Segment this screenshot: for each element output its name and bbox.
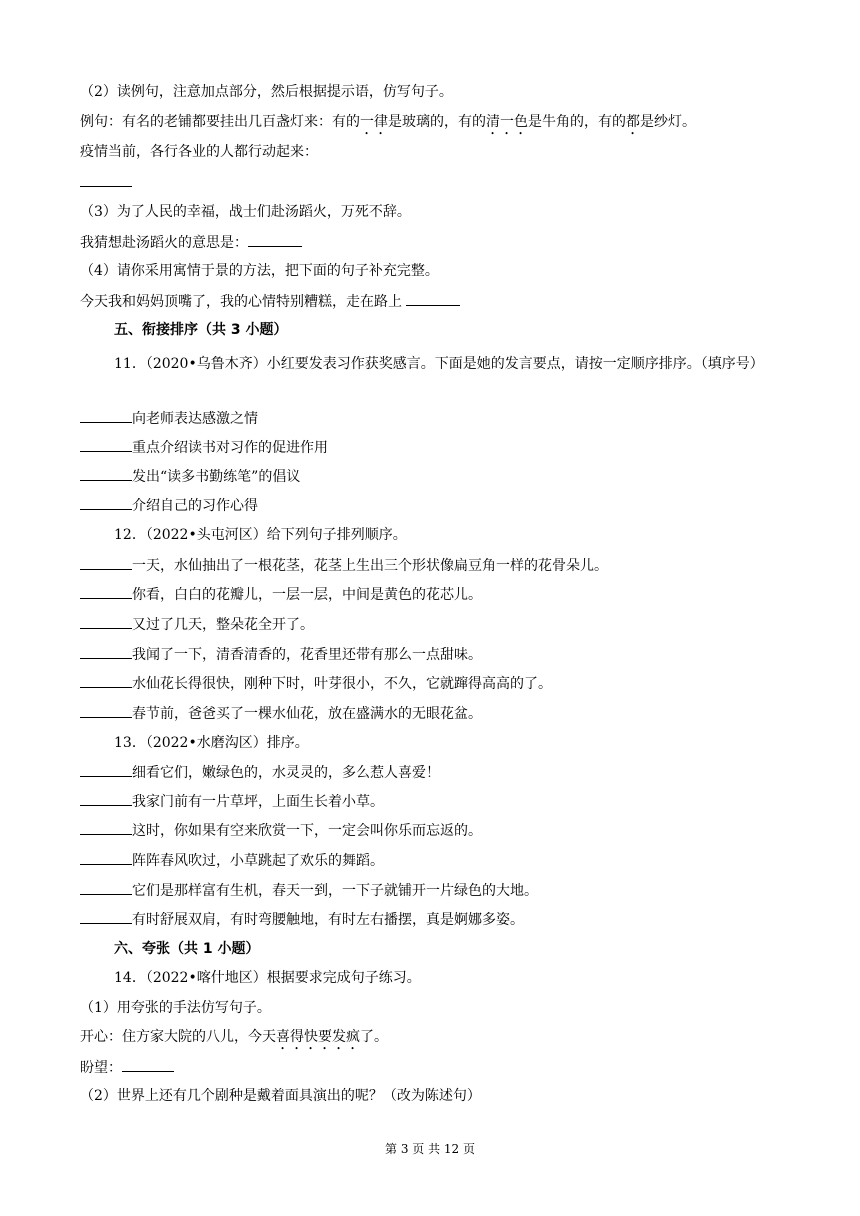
- list-item: [80, 703, 780, 724]
- q14-example-dotted: 喜得快要发疯: [276, 1029, 360, 1045]
- q4-title: （4）请你采用寓情于景的方法，把下面的句子补充完整。: [80, 263, 439, 279]
- list-item-text: 阵阵春风吹过，小草跳起了欢乐的舞蹈。: [132, 853, 384, 869]
- list-item: [80, 909, 780, 930]
- q14-sub1: （1）用夸张的手法仿写句子。: [80, 1000, 271, 1016]
- q2-example-text: 是纱灯。: [640, 114, 696, 130]
- list-item: [80, 555, 780, 576]
- answer-blank[interactable]: [80, 172, 132, 187]
- section-heading-5: 五、衔接排序（共 3 小题）: [114, 322, 288, 338]
- list-item-text: 有时舒展双肩，有时弯腰触地，有时左右播摆，真是婀娜多姿。: [132, 912, 524, 928]
- answer-blank[interactable]: [80, 408, 132, 423]
- q14-sub2: （2）世界上还有几个剧种是戴着面具演出的呢？（改为陈述句）: [80, 1088, 481, 1104]
- q14-title: 14．（2022•喀什地区）根据要求完成句子练习。: [114, 970, 421, 986]
- answer-blank[interactable]: [80, 437, 132, 452]
- q2-example-text: 例句：有名的老铺都要挂出几百盏灯来：有的: [80, 114, 360, 130]
- list-item: [80, 762, 780, 783]
- q2-example: [80, 112, 780, 138]
- list-item: [80, 644, 780, 665]
- q2-prompt: 疫情当前，各行各业的人都行动起来：: [80, 144, 318, 160]
- list-item: [80, 437, 780, 458]
- q2-example-dotted-3: 都: [626, 114, 640, 130]
- answer-blank[interactable]: [80, 820, 132, 835]
- answer-blank[interactable]: [80, 466, 132, 481]
- section-heading-6: 六、夸张（共 1 小题）: [114, 941, 260, 957]
- list-item: [80, 495, 780, 516]
- list-item: [80, 791, 780, 812]
- answer-blank[interactable]: [80, 555, 132, 570]
- list-item-text: 我家门前有一片草坪，上面生长着小草。: [132, 794, 384, 810]
- q14-example-text: 了。: [360, 1029, 388, 1045]
- list-item-text: 又过了几天，整朵花全开了。: [132, 617, 314, 633]
- answer-blank[interactable]: [80, 495, 132, 510]
- answer-blank[interactable]: [80, 762, 132, 777]
- q13-title: 13．（2022•水磨沟区）排序。: [114, 735, 309, 751]
- answer-blank[interactable]: [80, 673, 132, 688]
- list-item-text: 我闻了一下，清香清香的，花香里还带有那么一点甜味。: [132, 647, 482, 663]
- answer-blank[interactable]: [80, 880, 132, 895]
- q3-prompt-line: [80, 232, 780, 253]
- page-footer: 第 3 页 共 12 页: [385, 1142, 475, 1156]
- list-item-text: 向老师表达感激之情: [132, 411, 258, 427]
- q2-example-dotted-2: 清一色: [486, 114, 528, 130]
- list-item-text: 一天，水仙抽出了一根花茎，花茎上生出三个形状像扁豆角一样的花骨朵儿。: [132, 558, 608, 574]
- answer-blank[interactable]: [122, 1057, 174, 1072]
- list-item-text: 这时，你如果有空来欣赏一下，一定会叫你乐而忘返的。: [132, 823, 482, 839]
- list-item: [80, 850, 780, 871]
- list-item-text: 你看，白白的花瓣儿，一层一层，中间是黄色的花芯儿。: [132, 587, 482, 603]
- q2-example-text: 是玻璃的，有的: [388, 114, 486, 130]
- list-item: [80, 584, 780, 605]
- list-item-text: 水仙花长得很快，刚种下时，叶芽很小，不久，它就蹿得高高的了。: [132, 676, 552, 692]
- answer-blank[interactable]: [80, 791, 132, 806]
- q12-title: 12．（2022•头屯河区）给下列句子排列顺序。: [114, 527, 407, 543]
- q11-title: 11．（2020•乌鲁木齐）小红要发表习作获奖感言。下面是她的发言要点，请按一定顺序排序。（填序号）: [114, 356, 764, 372]
- q14-prompt: 盼望：: [80, 1060, 122, 1076]
- answer-blank[interactable]: [80, 703, 132, 718]
- list-item: [80, 673, 780, 694]
- answer-blank[interactable]: [406, 291, 460, 306]
- list-item-text: 细看它们，嫩绿色的，水灵灵的，多么惹人喜爱！: [132, 765, 440, 781]
- list-item: [80, 880, 780, 901]
- q3-title: （3）为了人民的幸福，战士们赴汤蹈火，万死不辞。: [80, 204, 411, 220]
- list-item-text: 介绍自己的习作心得: [132, 498, 258, 514]
- list-item-text: 春节前，爸爸买了一棵水仙花，放在盛满水的无眼花盆。: [132, 706, 482, 722]
- list-item-text: 重点介绍读书对习作的促进作用: [132, 440, 328, 456]
- q4-prompt-line: [80, 291, 780, 312]
- list-item-text: 它们是那样富有生机，春天一到，一下子就铺开一片绿色的大地。: [132, 883, 538, 899]
- list-item: [80, 466, 780, 487]
- q14-example-text: 开心：住方家大院的八儿，今天: [80, 1029, 276, 1045]
- answer-blank[interactable]: [248, 232, 302, 247]
- q2-title: （2）读例句，注意加点部分，然后根据提示语，仿写句子。: [80, 84, 453, 100]
- q2-answer-line: [80, 172, 780, 193]
- answer-blank[interactable]: [80, 644, 132, 659]
- list-item: [80, 820, 780, 841]
- q14-example: [80, 1027, 780, 1053]
- answer-blank[interactable]: [80, 584, 132, 599]
- list-item: [80, 408, 780, 429]
- answer-blank[interactable]: [80, 850, 132, 865]
- answer-blank[interactable]: [80, 909, 132, 924]
- q2-example-text: 是牛角的，有的: [528, 114, 626, 130]
- list-item: [80, 614, 780, 635]
- answer-blank[interactable]: [80, 614, 132, 629]
- q4-prompt: 今天我和妈妈顶嘴了，我的心情特别糟糕，走在路上: [80, 294, 402, 310]
- q3-prompt: 我猜想赴汤蹈火的意思是：: [80, 235, 248, 251]
- q14-prompt-line: [80, 1057, 780, 1078]
- list-item-text: 发出“读多书勤练笔”的倡议: [132, 469, 301, 485]
- q2-example-dotted-1: 一律: [360, 114, 388, 130]
